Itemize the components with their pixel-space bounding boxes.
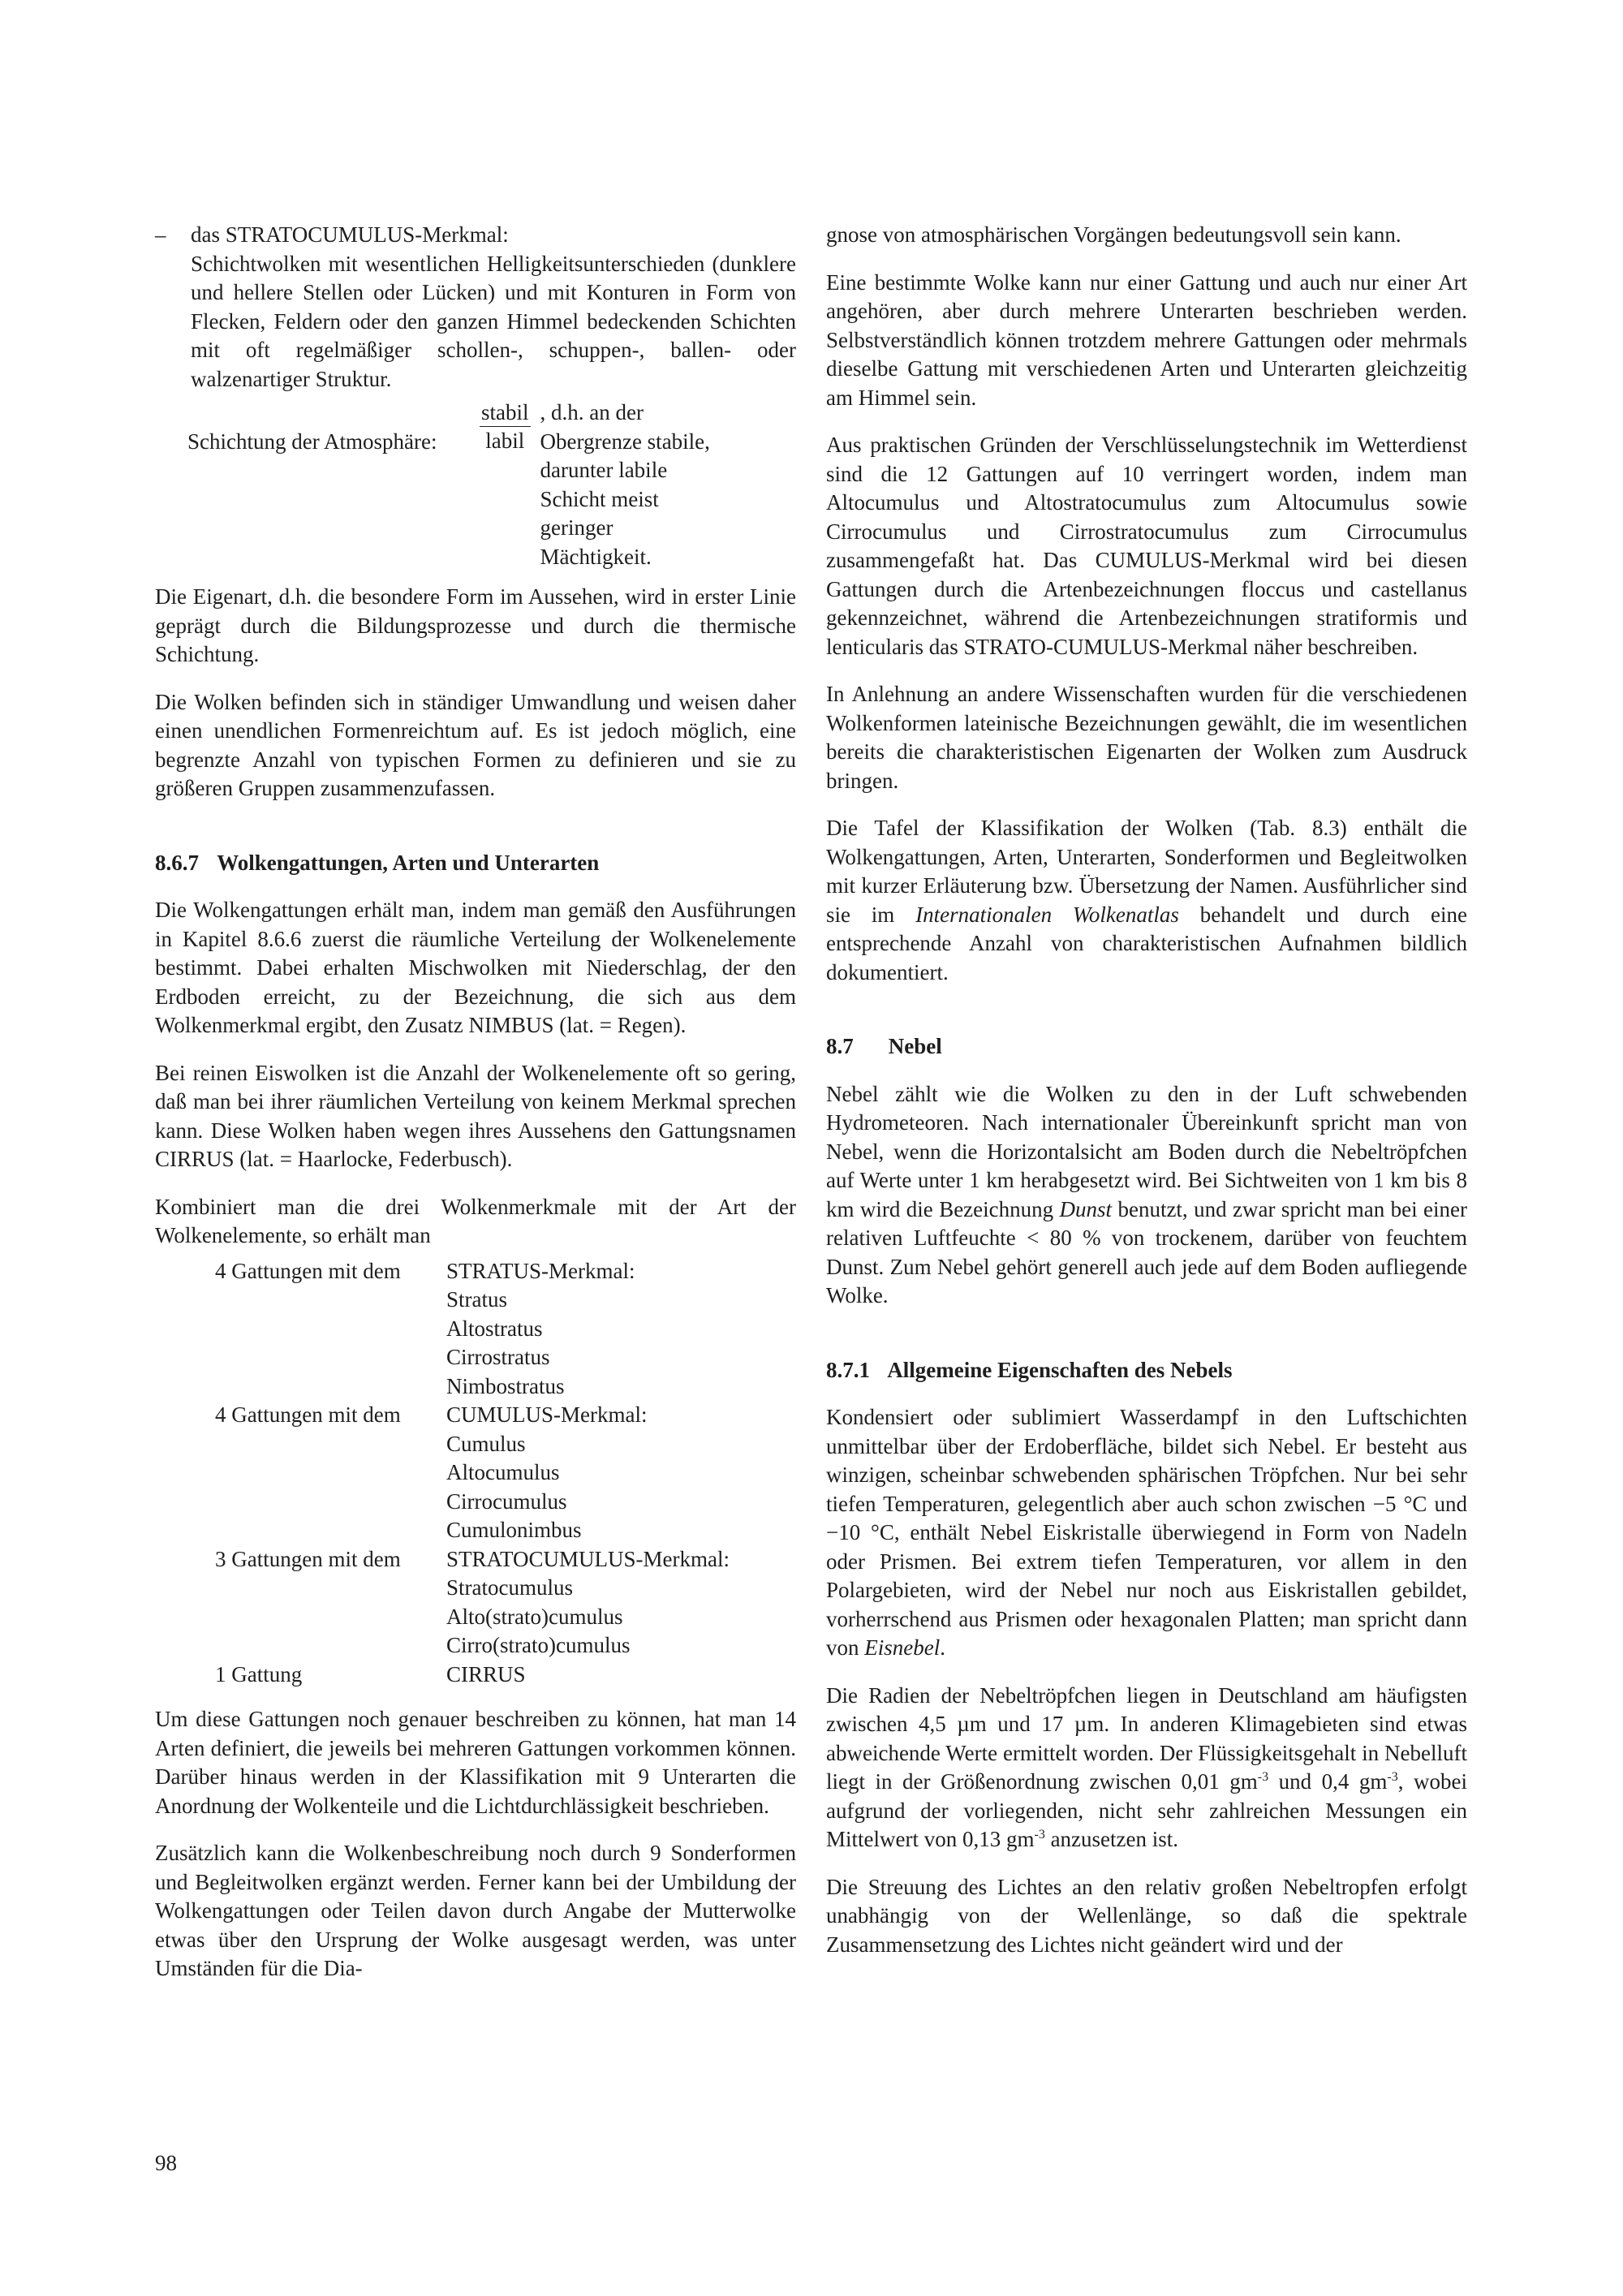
section-heading-8-7: [826, 1032, 1467, 1062]
section-number: 8.7: [826, 1034, 854, 1058]
list-item: Cirrocumulus: [446, 1488, 567, 1514]
genus-list: [215, 1257, 796, 1690]
genus-group-title: CUMULUS-Merkmal:: [446, 1402, 648, 1427]
genus-group-label: 1 Gattung: [215, 1661, 303, 1686]
genus-group-stratus: [215, 1257, 796, 1286]
text-run: Nebel zählt wie die Wolken zu den in der Luft schwebenden Hydrometeoren. Nach internationaler Übereinkunft spricht man von Nebel, wenn die Horizontalsicht am Boden durch die Nebeltröpfchen auf Werte unter 1 km herabgesetzt wird. Bei Sichtweiten von 1 km bis 8 km wird die Bezeichnung: [826, 1081, 1467, 1221]
superscript: -3: [1257, 1770, 1269, 1784]
paragraph: [826, 814, 1467, 987]
text-run: benutzt, und zwar spricht man bei einer relativen Luftfeuchte < 80 % von trockenem, darüber von feuchtem Dunst. Zum Nebel gehört generell auch jede auf dem Boden aufliegende Wolke.: [826, 1196, 1467, 1307]
fraction-numerator: stabil: [480, 398, 531, 427]
stratification-label: Schichtung der Atmosphäre:: [187, 429, 437, 454]
italic-term: Dunst: [1059, 1196, 1113, 1221]
bullet-title: das STRATOCUMULUS-Merkmal:: [191, 222, 509, 247]
paragraph: Die Streuung des Lichtes an den relativ großen Nebeltropfen erfolgt unabhängig von der Wellenlänge, so daß die spektrale Zusammensetzung des Lichtes nicht geändert wird und der: [826, 1874, 1467, 1957]
stratification-block: [187, 398, 796, 571]
list-item: Cirro(strato)cumulus: [446, 1633, 631, 1657]
genus-group-cumulus: [215, 1401, 796, 1430]
genus-group-title: CIRRUS: [446, 1661, 526, 1686]
list-item: Altostratus: [446, 1316, 543, 1341]
text-run: anzusetzen ist.: [1044, 1827, 1179, 1851]
paragraph: gnose von atmosphärischen Vorgängen bedeutungsvoll sein kann.: [826, 222, 1401, 247]
text-run: und 0,4 gm: [1268, 1769, 1388, 1794]
genus-group-label: 3 Gattungen mit dem: [215, 1546, 401, 1571]
text-run: , wobei aufgrund der vorliegenden, nicht sehr zahlreichen Messungen ein Mittelwert von 0,13 gm: [826, 1769, 1467, 1851]
section-number: 8.6.7: [155, 850, 199, 875]
section-title: Nebel: [888, 1034, 942, 1058]
page-number: 98: [155, 2151, 177, 2175]
genus-group-title: STRATOCUMULUS-Merkmal:: [446, 1546, 730, 1571]
text-run: .: [940, 1635, 945, 1660]
text-run: Die Tafel der Klassifikation der Wolken (Tab. 8.3) enthält die Wolkengattungen, Arten, Unterarten, Sonderformen und Begleitwolken mit kurzer Erläuterung bzw. Übersetzung der Namen. Ausführlicher sind sie im: [826, 816, 1467, 927]
paragraph: Zusätzlich kann die Wolkenbeschreibung noch durch 9 Sonderformen und Begleitwolken ergänzt werden. Ferner kann bei der Umbildung der Wolkengattungen oder Teilen davon durch Angabe der Mutterwolke etwas über den Ursprung der Wolke ausgesagt werden, was unter Umständen für die Dia-: [155, 1841, 796, 1980]
list-item: Alto(strato)cumulus: [446, 1604, 623, 1629]
section-heading-8-6-7: [155, 849, 796, 878]
text-run: behandelt und durch eine entsprechende Anzahl von charakteristischen Aufnahmen bildlich dokumentiert.: [826, 902, 1468, 984]
text-run: Die Radien der Nebeltröpfchen liegen in Deutschland am häufigsten zwischen 4,5 µm und 17 µm. In anderen Klimagebieten sind etwas abweichende Werte ermittelt worden. Der Flüssigkeitsgehalt in Nebelluft liegt in der Größenordnung zwischen 0,01 gm: [826, 1682, 1467, 1794]
paragraph: Aus praktischen Gründen der Verschlüsselungstechnik im Wetterdienst sind die 12 Gattungen auf 10 verringert worden, indem man Altocumulus und Altostratocumulus zum Altocumulus sowie Cirrocumulus und Cirrostratocumulus zum Cirrocumulus zusammengefaßt hat. Das CUMULUS-Merkmal wird bei diesen Gattungen durch die Artenbezeichnungen floccus und castellanus gekennzeichnet, während die Artenbezeichnungen stratiformis und lenticularis das STRATO-CUMULUS-Merkmal näher beschreiben.: [826, 433, 1467, 659]
paragraph: In Anlehnung an andere Wissenschaften wurden für die verschiedenen Wolkenformen lateinische Bezeichnungen gewählt, die im wesentlichen bereits die charakteristischen Eigenarten der Wolken zum Ausdruck bringen.: [826, 682, 1467, 793]
paragraph: Die Wolkengattungen erhält man, indem man gemäß den Ausführungen in Kapitel 8.6.6 zuerst die räumliche Verteilung der Wolkenelemente bestimmt. Dabei erhalten Mischwolken mit Niederschlag, der den Erdboden erreicht, zu der Bezeichnung, die sich aus dem Wolkenmerkmal ergibt, den Zusatz NIMBUS (lat. = Regen).: [155, 898, 796, 1037]
stratification-note: , d.h. an der Obergrenze stabile, darunter labile Schicht meist geringer Mächtigkeit.: [540, 400, 710, 569]
list-item: Cumulonimbus: [446, 1518, 582, 1542]
list-item: Cirrostratus: [446, 1345, 550, 1369]
list-item: Nimbostratus: [446, 1373, 565, 1398]
list-item: Altocumulus: [446, 1460, 560, 1484]
list-item: Stratocumulus: [446, 1575, 573, 1600]
italic-term: Internationalen Wolkenatlas: [915, 902, 1179, 927]
paragraph: Bei reinen Eiswolken ist die Anzahl der Wolkenelemente oft so gering, daß man bei ihrer räumlichen Verteilung von keinem Merkmal sprechen kann. Diese Wolken haben wegen ihres Aussehens den Gattungsnamen CIRRUS (lat. = Haarlocke, Federbusch).: [155, 1060, 796, 1171]
section-number: 8.7.1: [826, 1357, 870, 1382]
section-heading-8-7-1: [826, 1356, 1467, 1385]
superscript: -3: [1034, 1828, 1045, 1842]
fraction-denominator: labil: [485, 429, 525, 453]
genus-group-stratocumulus: [215, 1545, 796, 1574]
genus-group-title: STRATUS-Merkmal:: [446, 1258, 635, 1283]
list-item: Cumulus: [446, 1431, 526, 1456]
italic-term: Eisnebel: [864, 1635, 941, 1660]
genus-group-cirrus: [215, 1661, 796, 1690]
left-column: [155, 221, 796, 2002]
paragraph: [826, 1682, 1467, 1854]
list-item: Stratus: [446, 1287, 508, 1312]
paragraph: [826, 1080, 1467, 1311]
genus-group-label: 4 Gattungen mit dem: [215, 1402, 401, 1427]
stratification-fraction: [480, 398, 531, 571]
superscript: -3: [1387, 1770, 1398, 1784]
section-title: Allgemeine Eigenschaften des Nebels: [887, 1357, 1233, 1382]
paragraph: Eine bestimmte Wolke kann nur einer Gattung und auch nur einer Art angehören, aber durch mehrere Unterarten beschrieben werden. Selbstverständlich können trotzdem mehrere Gattungen oder mehrmals dieselbe Gattung mit verschiedenen Arten und Unterarten gleichzeitig am Himmel sein.: [826, 269, 1467, 410]
bullet-dash: –: [155, 222, 166, 247]
section-title: Wolkengattungen, Arten und Unterarten: [217, 850, 600, 875]
genus-group-label: 4 Gattungen mit dem: [215, 1258, 401, 1283]
paragraph: [826, 1403, 1467, 1663]
paragraph: Um diese Gattungen noch genauer beschreiben zu können, hat man 14 Arten definiert, die jeweils bei mehreren Gattungen vorkommen können. Darüber hinaus werden in der Klassifikation mit 9 Unterarten die Anordnung der Wolkenteile und die Lichtdurchlässigkeit beschrieben.: [155, 1707, 796, 1818]
stratocumulus-bullet: [155, 221, 796, 394]
text-run: Kondensiert oder sublimiert Wasserdampf in den Luftschichten unmittelbar über der Erdoberfläche, bildet sich Nebel. Er besteht aus winzigen, scheinbar schwebenden sphärischen Tröpfchen. Nur bei sehr tiefen Temperaturen, gelegentlich aber auch schon zwischen −5 °C und −10 °C, enthält Nebel Eiskristalle überwiegend in Form von Nadeln oder Prismen. Bei extrem tiefen Temperaturen, vor allem in den Polargebieten, wird der Nebel nur noch aus Eiskristallen gebildet, vorherrschend aus Prismen oder hexagonalen Platten; man spricht dann von: [826, 1405, 1467, 1660]
paragraph: Die Wolken befinden sich in ständiger Umwandlung und weisen daher einen unendlichen Formenreichtum auf. Es ist jedoch möglich, eine begrenzte Anzahl von typischen Formen zu definieren und sie zu größeren Gruppen zusammenzufassen.: [155, 689, 796, 800]
paragraph: Kombiniert man die drei Wolkenmerkmale mit der Art der Wolkenelemente, so erhält man: [155, 1194, 796, 1247]
right-column: [826, 221, 1467, 1978]
bullet-body: Schichtwolken mit wesentlichen Helligkeitsunterschieden (dunklere und hellere Stellen oder Lücken) und mit Konturen in Form von Flecken, Feldern oder den ganzen Himmel bedeckenden Schichten mit oft regelmäßiger schollen-, schuppen-, ballen- oder walzenartiger Struktur.: [191, 251, 796, 391]
paragraph: Die Eigenart, d.h. die besondere Form im Aussehen, wird in erster Linie geprägt durch die Bildungsprozesse und durch die thermische Schichtung.: [155, 584, 796, 666]
